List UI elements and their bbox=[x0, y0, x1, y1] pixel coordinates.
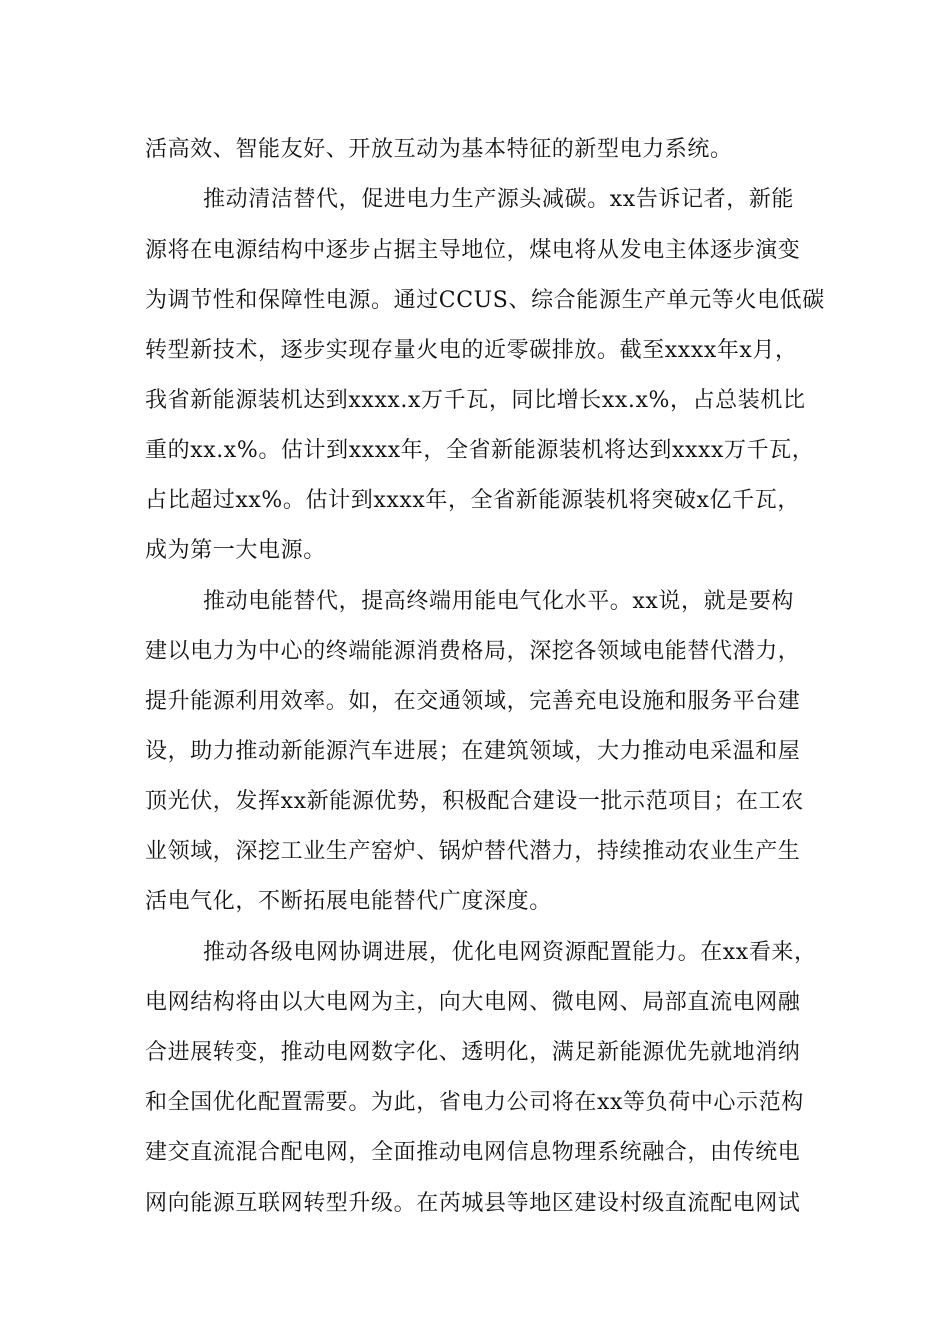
paragraph-4-line-1: 推动各级电网协调进展，优化电网资源配置能力。在xx看来， bbox=[203, 940, 817, 965]
paragraph-3-line-5: 顶光伏，发挥xx新能源优势，积极配合建设一批示范项目；在工农 bbox=[145, 789, 804, 814]
paragraph-4-line-6: 网向能源互联网转型升级。在芮城县等地区建设村级直流配电网试 bbox=[145, 1191, 801, 1216]
paragraph-3-line-3: 提升能源利用效率。如，在交通领域，完善充电设施和服务平台建 bbox=[145, 689, 801, 714]
paragraph-2-line-4: 转型新技术，逐步实现存量火电的近零碳排放。截至xxxx年x月， bbox=[145, 338, 798, 363]
paragraph-2-line-6: 重的xx.x%。估计到xxxx年，全省新能源装机将达到xxxx万千瓦， bbox=[145, 438, 815, 463]
paragraph-2-line-1: 推动清洁替代，促进电力生产源头减碳。xx告诉记者，新能 bbox=[203, 187, 795, 212]
paragraph-3-line-4: 设，助力推动新能源汽车进展；在建筑领域，大力推动电采温和屋 bbox=[145, 739, 801, 764]
paragraph-4-line-3: 合进展转变，推动电网数字化、透明化，满足新能源优先就地消纳 bbox=[145, 1040, 801, 1065]
paragraph-3-line-1: 推动电能替代，提高终端用能电气化水平。xx说，就是要构 bbox=[203, 589, 795, 614]
paragraph-2-line-8: 成为第一大电源。 bbox=[145, 538, 326, 563]
paragraph-4-line-5: 建交直流混合配电网，全面推动电网信息物理系统融合，由传统电 bbox=[145, 1140, 801, 1165]
paragraph-3-line-2: 建以电力为中心的终端能源消费格局，深挖各领域电能替代潜力， bbox=[145, 639, 801, 664]
paragraph-4-line-2: 电网结构将由以大电网为主，向大电网、微电网、局部直流电网融 bbox=[145, 990, 801, 1015]
paragraph-2-line-5: 我省新能源装机达到xxxx.x万千瓦，同比增长xx.x%，占总装机比 bbox=[145, 388, 806, 413]
paragraph-2-line-2: 源将在电源结构中逐步占据主导地位，煤电将从发电主体逐步演变 bbox=[145, 238, 801, 263]
paragraph-4-line-4: 和全国优化配置需要。为此，省电力公司将在xx等负荷中心示范构 bbox=[145, 1090, 804, 1115]
paragraph-3-line-6: 业领域，深挖工业生产窑炉、锅炉替代潜力，持续推动农业生产生 bbox=[145, 839, 801, 864]
paragraph-3-line-7: 活电气化，不断拓展电能替代广度深度。 bbox=[145, 889, 552, 914]
paragraph-1-line-1: 活高效、智能友好、开放互动为基本特征的新型电力系统。 bbox=[145, 137, 733, 162]
paragraph-2-line-3: 为调节性和保障性电源。通过CCUS、综合能源生产单元等火电低碳 bbox=[145, 288, 825, 313]
paragraph-2-line-7: 占比超过xx%。估计到xxxx年，全省新能源装机将突破x亿千瓦， bbox=[145, 488, 800, 513]
